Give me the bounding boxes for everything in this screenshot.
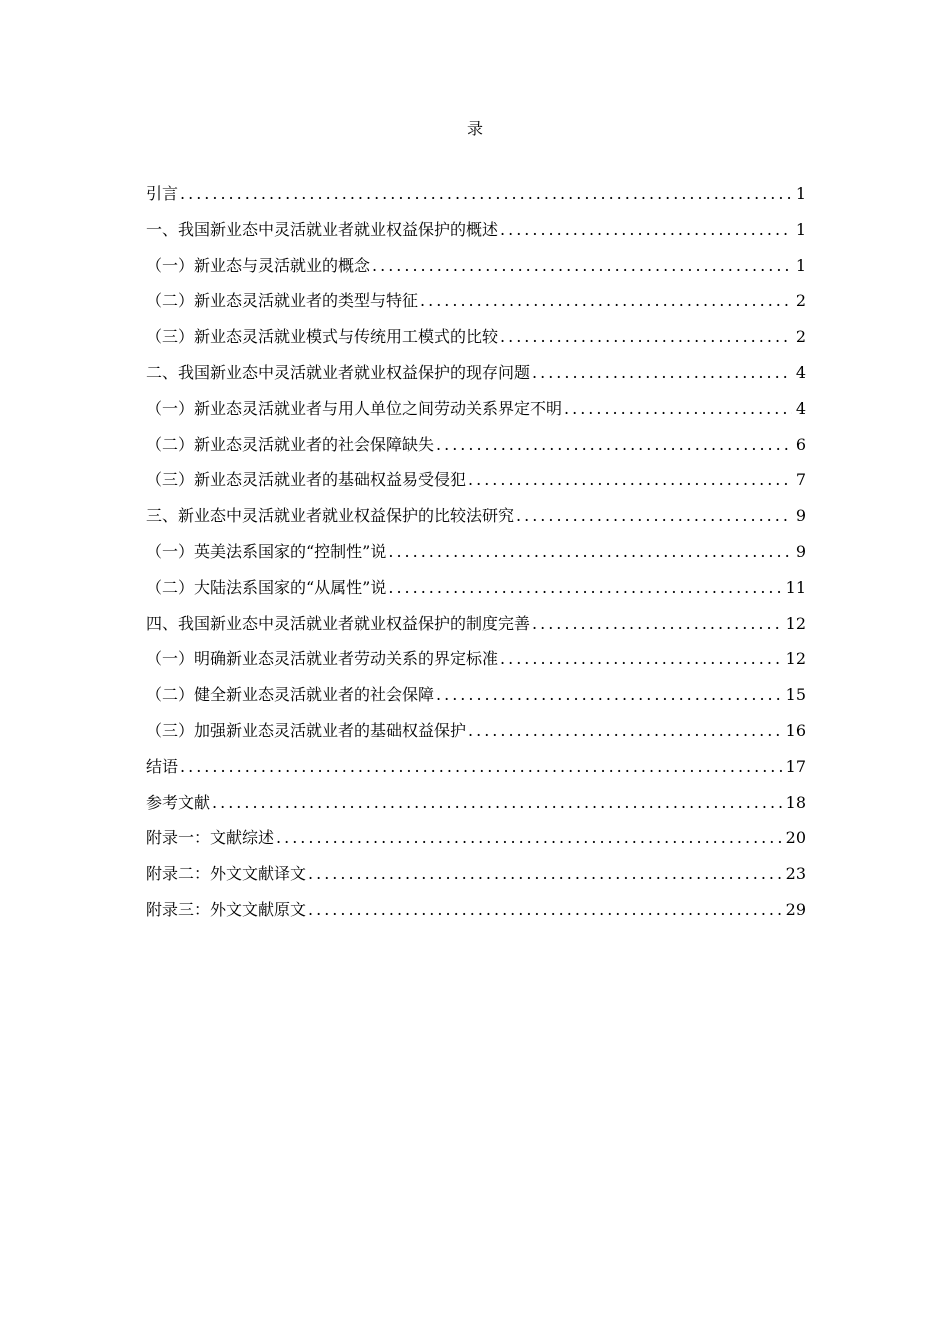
toc-entry-page: 1 bbox=[795, 255, 806, 275]
toc-dot-leader bbox=[468, 717, 782, 745]
toc-entry[interactable] bbox=[146, 610, 806, 646]
toc-dot-leader bbox=[388, 574, 781, 602]
toc-entry-page: 4 bbox=[795, 362, 806, 382]
toc-entry-page: 6 bbox=[795, 434, 806, 454]
toc-entry-label: 附录三：外文文献原文 bbox=[146, 899, 307, 919]
toc-entry-label: （二）大陆法系国家的“从属性”说 bbox=[146, 577, 387, 597]
toc-entry-label: （三）加强新业态灵活就业者的基础权益保护 bbox=[146, 720, 467, 740]
toc-dot-leader bbox=[308, 860, 782, 888]
toc-entry[interactable] bbox=[146, 502, 806, 538]
toc-entry-label: （二）健全新业态灵活就业者的社会保障 bbox=[146, 685, 435, 705]
toc-entry-label: 四、我国新业态中灵活就业者就业权益保护的制度完善 bbox=[146, 613, 531, 633]
toc-entry-page: 12 bbox=[785, 613, 806, 633]
toc-entry-label: 引言 bbox=[146, 184, 179, 203]
toc-entry-page: 2 bbox=[795, 291, 806, 311]
toc-dot-leader bbox=[516, 502, 792, 530]
toc-entry[interactable] bbox=[146, 860, 806, 896]
toc-entry[interactable] bbox=[146, 216, 806, 252]
toc-entry-label: 结语 bbox=[146, 756, 179, 776]
toc-entry[interactable] bbox=[146, 824, 806, 860]
toc-dot-leader bbox=[180, 753, 782, 781]
toc-entry-label: 附录二：外文文献译文 bbox=[146, 864, 307, 884]
toc-entry[interactable] bbox=[146, 466, 806, 502]
toc-entry-page: 23 bbox=[785, 864, 806, 884]
toc-entry-label: 二、我国新业态中灵活就业者就业权益保护的现存问题 bbox=[146, 362, 531, 382]
toc-dot-leader bbox=[372, 252, 792, 280]
toc-entry-page: 18 bbox=[785, 792, 806, 812]
toc-entry-page: 4 bbox=[795, 398, 806, 418]
toc-entry[interactable] bbox=[146, 789, 806, 825]
toc-entry[interactable] bbox=[146, 395, 806, 431]
toc-dot-leader bbox=[388, 538, 791, 566]
toc-dot-leader bbox=[180, 180, 792, 208]
toc-entry-page: 20 bbox=[785, 828, 806, 848]
toc-entry-page: 16 bbox=[785, 720, 806, 740]
toc-entry[interactable] bbox=[146, 359, 806, 395]
toc-dot-leader bbox=[420, 287, 792, 315]
toc-entry-page: 29 bbox=[785, 899, 806, 919]
toc-entry[interactable] bbox=[146, 323, 806, 359]
toc-entry-label: （二）新业态灵活就业者的社会保障缺失 bbox=[146, 434, 435, 454]
toc-entry-page: 1 bbox=[795, 219, 806, 239]
toc-entry-label: 附录一：文献综述 bbox=[146, 828, 275, 848]
toc-entry-label: （三）新业态灵活就业者的基础权益易受侵犯 bbox=[146, 470, 467, 490]
toc-entry[interactable] bbox=[146, 896, 806, 932]
toc-entry[interactable] bbox=[146, 252, 806, 288]
toc-entry[interactable] bbox=[146, 538, 806, 574]
toc-dot-leader bbox=[500, 645, 782, 673]
toc-dot-leader bbox=[276, 824, 782, 852]
toc-entry[interactable] bbox=[146, 681, 806, 717]
toc-entry-page: 17 bbox=[785, 756, 806, 776]
toc-entry-page: 11 bbox=[785, 577, 806, 597]
toc-dot-leader bbox=[500, 216, 792, 244]
toc-title: 录 bbox=[466, 119, 483, 138]
toc-entry-label: （一）英美法系国家的“控制性”说 bbox=[146, 541, 387, 561]
toc-dot-leader bbox=[212, 789, 782, 817]
toc-dot-leader bbox=[436, 681, 782, 709]
toc-entry-page: 12 bbox=[785, 649, 806, 669]
toc-entry-page: 15 bbox=[785, 685, 806, 705]
toc-entry[interactable] bbox=[146, 180, 806, 216]
toc-entry[interactable] bbox=[146, 287, 806, 323]
toc-entry-page: 7 bbox=[795, 470, 806, 490]
toc-dot-leader bbox=[532, 359, 792, 387]
toc-entry[interactable] bbox=[146, 431, 806, 467]
toc-entry-label: 参考文献 bbox=[146, 792, 211, 812]
toc-entry[interactable] bbox=[146, 645, 806, 681]
toc-entry[interactable] bbox=[146, 574, 806, 610]
toc-entry-page: 9 bbox=[795, 541, 806, 561]
toc-entry-label: （一）新业态灵活就业者与用人单位之间劳动关系界定不明 bbox=[146, 398, 563, 418]
toc-dot-leader bbox=[564, 395, 792, 423]
toc-dot-leader bbox=[436, 431, 792, 459]
toc-entry-label: （三）新业态灵活就业模式与传统用工模式的比较 bbox=[146, 327, 499, 347]
toc-entry-label: 三、新业态中灵活就业者就业权益保护的比较法研究 bbox=[146, 506, 515, 526]
toc-dot-leader bbox=[308, 896, 782, 924]
toc-dot-leader bbox=[500, 323, 792, 351]
toc-entry-page: 2 bbox=[795, 327, 806, 347]
toc-entry-label: （一）明确新业态灵活就业者劳动关系的界定标准 bbox=[146, 649, 499, 669]
toc-entry[interactable] bbox=[146, 717, 806, 753]
toc-dot-leader bbox=[468, 466, 792, 494]
toc-entry-page: 1 bbox=[795, 184, 806, 203]
toc-entry-label: （二）新业态灵活就业者的类型与特征 bbox=[146, 291, 419, 311]
toc-entry-label: （一）新业态与灵活就业的概念 bbox=[146, 255, 371, 275]
toc-entry-label: 一、我国新业态中灵活就业者就业权益保护的概述 bbox=[146, 219, 499, 239]
toc-dot-leader bbox=[532, 610, 782, 638]
toc-entry-page: 9 bbox=[795, 506, 806, 526]
toc-entry[interactable] bbox=[146, 753, 806, 789]
toc-list bbox=[146, 180, 806, 932]
